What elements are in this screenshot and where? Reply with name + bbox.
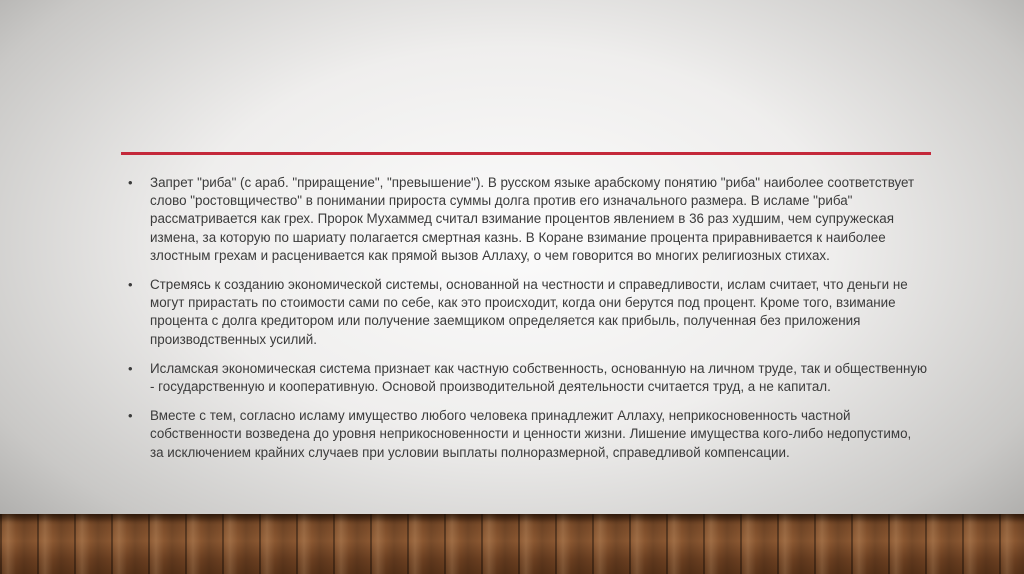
wooden-floor-decoration [0,514,1024,574]
floor-shadow [0,514,1024,522]
bullet-text: Запрет "риба" (с араб. "приращение", "превышение"). В русском языке арабскому понятию "риба" наиболее соответствует слово "ростовщичество" в понимании прироста суммы долга против его изначального размера. В исламе "риба" рассматривается как грех. Пророк Мухаммед считал взимание процентов явлением в 36 раз худшим, чем супружеская измена, за которую по шариату полагается смертная казнь. В Коране взимание процента приравнивается к наиболее злостным грехам и расценивается как прямой вызов Аллаху, о чем говорится во многих религиозных стихах. [150,175,915,263]
bullet-marker-icon: • [128,408,133,424]
bullet-marker-icon: • [128,360,133,376]
bullet-marker-icon: • [128,175,133,190]
bullet-item-inviolability [128,407,928,462]
accent-divider-line [121,152,931,155]
bullet-list [128,174,928,473]
bullet-text: Вместе с тем, согласно исламу имущество любого человека принадлежит Аллаху, неприкосновенность частной собственности возведена до уровня неприкосновенности и ценности жизни. Лишение имущества кого-либо недопустимо, за исключением крайних случаев при условии выплаты полноразмерной, справедливой компенсации. [150,408,912,460]
bullet-item-riba [128,174,928,265]
bullet-marker-icon: • [128,277,133,293]
bullet-text: Исламская экономическая система признает как частную собственность, основанную на личном труде, так и общественную - государственную и кооперативную. Основой производительной деятельности считается труд, а не капитал. [150,360,928,395]
bullet-item-property [128,360,928,396]
bullet-text: Стремясь к созданию экономической системы, основанной на честности и справедливости, ислам считает, что деньги не могут прирастать по стоимости сами по себе, как это происходит, когда они берутся под процент. Кроме того, взимание процента с долга кредитором или получение заемщиком определяется как прибыль, полученная без приложения производственных усилий. [150,277,908,347]
bullet-item-honesty [128,276,928,349]
